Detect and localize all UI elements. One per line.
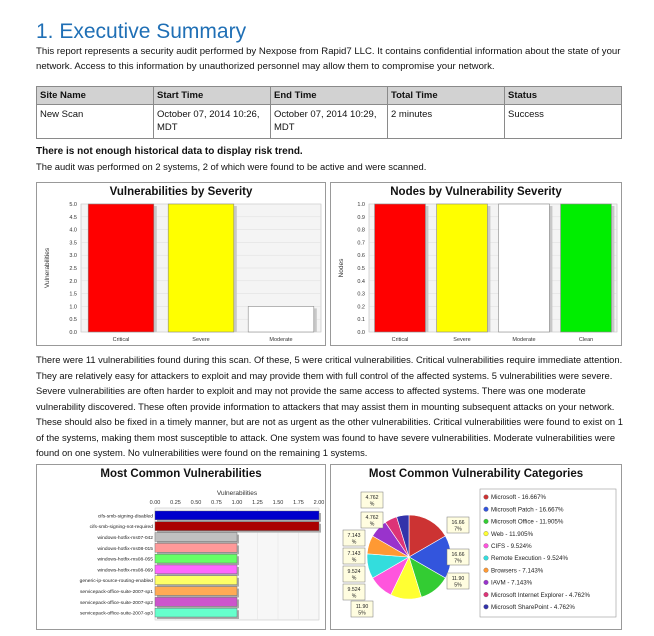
- legend-entry: CIFS - 9.524%: [491, 543, 532, 550]
- x-tick-label: Critical: [391, 337, 409, 343]
- data-label: 16.66: [451, 520, 465, 526]
- y-tick-label: windows-hotfix-ms08-069: [97, 568, 153, 574]
- legend-swatch: [484, 531, 489, 536]
- data-label: %: [351, 557, 357, 564]
- data-label: 5%: [358, 610, 366, 617]
- legend-entry: Microsoft SharePoint - 4.762%: [491, 604, 575, 611]
- y-tick-label: 0.4: [357, 278, 365, 285]
- table-row: [37, 105, 622, 139]
- y-tick-label: servicepack-office-suite-2007-sp1: [79, 590, 153, 595]
- data-label: 5%: [454, 582, 462, 589]
- common-vulns-bar-chart: [37, 465, 327, 631]
- legend-swatch: [484, 568, 489, 573]
- y-tick-label: 1.5: [69, 291, 77, 298]
- x-tick-label: Moderate: [269, 337, 293, 343]
- y-tick-label: cifs-smb-signing-not-required: [89, 525, 153, 531]
- cell-site-name: New Scan: [37, 105, 154, 139]
- y-tick-label: 0.5: [357, 266, 365, 272]
- legend-swatch: [484, 507, 489, 512]
- cell-status: Success: [505, 105, 622, 139]
- bar-moderate: [248, 306, 314, 332]
- bar-severe: [437, 204, 488, 332]
- data-label: %: [351, 575, 357, 582]
- audit-note: The audit was performed on 2 systems, 2 of which were found to be active and were scanned.: [36, 161, 427, 172]
- bar: [155, 565, 237, 574]
- common-vulns-panel: [36, 464, 326, 630]
- y-tick-label: 0.9: [357, 214, 365, 221]
- data-label: 9.524: [347, 587, 361, 593]
- intro-text: This report represents a security audit performed by Nexpose from Rapid7 LLC. It contains confidential information about the state of your network. Access to this information by unauthorized personnel may allow them to compromise your network.: [36, 46, 621, 72]
- y-tick-label: windows-hotfix-ms08-015: [97, 546, 153, 552]
- nodes-bar-chart: [331, 183, 623, 347]
- legend-entry: Microsoft - 16.667%: [491, 494, 547, 502]
- nodes-chart-panel: [330, 182, 622, 346]
- col-site-name: Site Name: [37, 87, 154, 105]
- bar: [155, 597, 237, 606]
- bar-critical: [88, 204, 154, 332]
- vuln-categories-title: Most Common Vulnerability Categories: [368, 468, 584, 480]
- x-tick-label: 0.00: [149, 500, 161, 506]
- legend-entry: Microsoft Office - 11.905%: [491, 518, 564, 526]
- y-tick-label: 0.8: [357, 227, 365, 234]
- y-tick-label: 2.5: [69, 266, 77, 272]
- data-label: %: [351, 539, 357, 546]
- data-label: 7%: [454, 558, 462, 565]
- bar-moderate: [499, 204, 550, 332]
- y-tick-label: 3.5: [69, 240, 77, 247]
- y-tick-label: 4.5: [69, 214, 77, 221]
- page-title: 1. Executive Summary: [36, 20, 247, 43]
- bar-clean: [561, 204, 612, 332]
- severity-chart-panel: [36, 182, 326, 346]
- legend-swatch: [484, 580, 489, 585]
- data-label: 7.143: [347, 533, 361, 539]
- bar: [155, 576, 237, 585]
- col-status: Status: [505, 87, 622, 105]
- bar-severe: [168, 204, 234, 332]
- y-tick-label: generic-ip-source-routing-enabled: [79, 579, 153, 585]
- y-tick-label: 1.0: [69, 304, 77, 311]
- legend-entry: Browsers - 7.143%: [491, 567, 544, 575]
- x-tick-label: Clean: [578, 337, 594, 343]
- legend-entry: Web - 11.905%: [491, 530, 534, 538]
- col-start-time: Start Time: [154, 87, 271, 105]
- y-tick-label: 0.2: [357, 304, 365, 311]
- vuln-categories-pie-chart: [331, 465, 623, 631]
- y-tick-label: 0.1: [357, 317, 365, 324]
- y-tick-label: servicepack-office-suite-2007-sp2: [79, 600, 153, 606]
- y-tick-label: windows-hotfix-ms08-055: [97, 557, 153, 563]
- common-vulns-title: Most Common Vulnerabilities: [100, 468, 262, 480]
- table-header-row: [37, 87, 622, 105]
- y-tick-label: 0.0: [357, 330, 365, 336]
- bar: [155, 543, 237, 552]
- x-tick-label: 0.25: [170, 500, 181, 506]
- y-tick-label: 1.0: [357, 202, 365, 208]
- x-tick-label: 1.25: [252, 500, 263, 506]
- legend-swatch: [484, 495, 489, 500]
- x-tick-label: 1.00: [231, 500, 243, 506]
- data-label: 7.143: [347, 551, 361, 557]
- data-label: %: [369, 521, 375, 528]
- legend-entry: IAVM - 7.143%: [491, 579, 533, 587]
- y-tick-label: 0.0: [69, 330, 77, 336]
- y-tick-label: cifs-smb-signing-disabled: [97, 514, 153, 520]
- col-end-time: End Time: [271, 87, 388, 105]
- data-label: %: [351, 593, 357, 600]
- data-label: 9.524: [347, 569, 361, 575]
- data-label: 7%: [454, 526, 462, 533]
- cell-end-time: October 07, 2014 10:29, MDT: [271, 105, 388, 139]
- cell-start-time: October 07, 2014 10:26, MDT: [154, 105, 271, 139]
- x-tick-label: Severe: [453, 337, 471, 343]
- severity-bar-chart: [37, 183, 327, 347]
- x-tick-label: 2.00: [313, 500, 325, 506]
- x-axis-label: Vulnerabilities: [216, 490, 258, 497]
- legend-swatch: [484, 556, 489, 561]
- y-tick-label: windows-hotfix-ms07-042: [97, 536, 153, 541]
- scan-summary-table: [36, 86, 622, 139]
- bar: [155, 522, 319, 531]
- severity-chart-title: Vulnerabilities by Severity: [109, 186, 253, 198]
- legend-swatch: [484, 592, 489, 597]
- vuln-categories-panel: [330, 464, 622, 630]
- data-label: 4.762: [365, 515, 379, 521]
- nodes-chart-title: Nodes by Vulnerability Severity: [390, 186, 562, 198]
- data-label: 4.762: [365, 495, 379, 501]
- y-tick-label: 4.0: [69, 227, 77, 234]
- x-tick-label: 1.50: [272, 500, 284, 506]
- y-tick-label: 3.0: [69, 253, 77, 260]
- bar: [155, 608, 237, 617]
- bar-critical: [375, 204, 426, 332]
- legend-swatch: [484, 605, 489, 610]
- bar: [155, 511, 319, 520]
- y-tick-label: 5.0: [69, 202, 77, 208]
- risk-trend-note: There is not enough historical data to display risk trend.: [36, 146, 303, 157]
- legend-entry: Microsoft Patch - 16.667%: [491, 506, 564, 514]
- bar: [155, 533, 237, 542]
- y-tick-label: 2.0: [69, 278, 77, 285]
- y-axis-label: Nodes: [338, 258, 345, 278]
- y-tick-label: 0.6: [357, 253, 365, 260]
- legend-swatch: [484, 519, 489, 524]
- x-tick-label: 1.75: [293, 500, 304, 506]
- data-label: 11.90: [355, 604, 369, 610]
- col-total-time: Total Time: [388, 87, 505, 105]
- legend-swatch: [484, 544, 489, 549]
- x-tick-label: Severe: [192, 337, 210, 343]
- bar: [155, 587, 237, 596]
- x-tick-label: 0.75: [211, 500, 222, 506]
- summary-paragraph: There were 11 vulnerabilities found during this scan. Of these, 5 were critical vulnerabilities. Critical vulnerabilities require immediate attention. They are relatively easy for attackers to exploit and may provide them with full control of the affected systems. 5 vulnerabilities were severe. Severe vulnerabilities are often harder to exploit and may not provide the same access to affected systems. There was one moderate vulnerability discovered. These often provide information to attackers that may assist them in mounting subsequent attacks on your network. These should also be fixed in a timely manner, but are not as urgent as the other vulnerabilities. Critical vulnerabilities were found to exist on 1 of the systems, making them most susceptible to attack. One system was found to have severe vulnerabilities. Moderate vulnerabilities were found on one system. No vulnerabilities were found on the remaining 1 systems.: [36, 355, 623, 458]
- y-axis-label: Vulnerabilities: [44, 247, 51, 289]
- x-tick-label: 0.50: [190, 500, 202, 506]
- data-label: 16.66: [451, 552, 465, 558]
- x-tick-label: Moderate: [512, 337, 536, 343]
- y-tick-label: servicepack-office-suite-2007-sp3: [79, 611, 153, 617]
- legend-entry: Remote Execution - 9.524%: [491, 555, 569, 563]
- legend-entry: Microsoft Internet Explorer - 4.762%: [491, 591, 591, 599]
- data-label: 11.90: [451, 576, 465, 582]
- x-tick-label: Critical: [112, 337, 130, 343]
- y-tick-label: 0.3: [357, 291, 365, 298]
- data-label: %: [369, 501, 375, 508]
- bar: [155, 554, 237, 563]
- cell-total-time: 2 minutes: [388, 105, 505, 139]
- y-tick-label: 0.5: [69, 317, 77, 324]
- y-tick-label: 0.7: [357, 240, 365, 247]
